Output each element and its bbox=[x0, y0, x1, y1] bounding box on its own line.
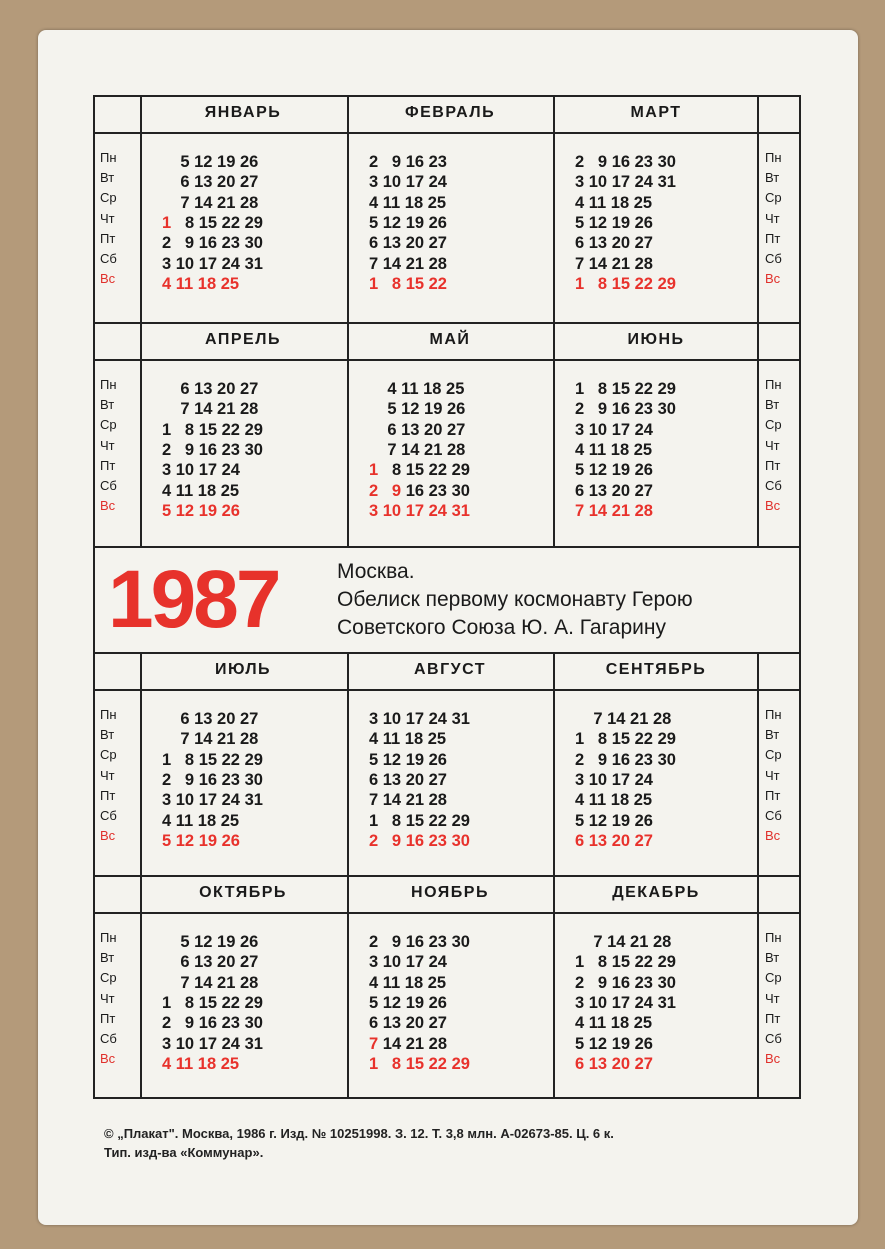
week-row: 4 11 18 25 bbox=[162, 481, 240, 500]
week-row: 4 11 18 25 bbox=[369, 193, 447, 212]
week-row: 7 14 21 28 bbox=[369, 1034, 447, 1053]
week-row: 7 14 21 28 bbox=[162, 973, 259, 992]
week-row: 6 13 20 27 bbox=[575, 481, 653, 500]
week-row: 3 10 17 24 bbox=[575, 420, 653, 439]
day-name: Сб bbox=[100, 1030, 117, 1046]
grid-line bbox=[93, 875, 801, 877]
week-row: 6 13 20 27 bbox=[162, 173, 259, 192]
week-row: 6 13 20 27 bbox=[369, 234, 447, 253]
day-name: Вс bbox=[100, 1051, 116, 1067]
week-row: 1 8 15 22 29 bbox=[575, 953, 676, 972]
day-name: Сб bbox=[765, 1030, 782, 1046]
imprint bbox=[104, 1124, 614, 1162]
day-name: Пт bbox=[100, 1010, 116, 1026]
week-row: 6 13 20 27 bbox=[162, 953, 259, 972]
week-row: 4 11 18 25 bbox=[369, 730, 447, 749]
day-name: Чт bbox=[765, 437, 780, 453]
day-name: Ср bbox=[765, 417, 782, 433]
week-row: 6 13 20 27 bbox=[369, 770, 447, 789]
day-name: Пт bbox=[100, 787, 116, 803]
week-row: 4 11 18 25 bbox=[369, 973, 447, 992]
week-row: 5 12 19 26 bbox=[575, 1034, 653, 1053]
grid-line bbox=[93, 322, 801, 324]
week-row: 5 12 19 26 bbox=[162, 153, 259, 171]
day-names-column bbox=[100, 148, 117, 289]
month-name: ФЕВРАЛЬ bbox=[404, 104, 496, 121]
photo-caption bbox=[337, 558, 693, 642]
day-name: Сб bbox=[765, 807, 782, 823]
day-name: Сб bbox=[765, 477, 782, 493]
day-name: Чт bbox=[765, 990, 780, 1006]
day-name: Пт bbox=[765, 787, 781, 803]
week-row: 2 9 16 23 30 bbox=[369, 933, 470, 951]
day-name: Вс bbox=[100, 498, 116, 514]
day-name: Пт bbox=[765, 1010, 781, 1026]
week-row: 1 8 15 22 29 bbox=[369, 1054, 470, 1073]
day-names-column bbox=[100, 928, 117, 1069]
caption-line: Обелиск первому космонавту Герою bbox=[337, 588, 693, 611]
month-name: ДЕКАБРЬ bbox=[612, 884, 700, 901]
week-row: 4 11 18 25 bbox=[162, 274, 240, 293]
caption-line: Москва. bbox=[337, 560, 415, 583]
week-row: 7 14 21 28 bbox=[369, 254, 447, 273]
month-name: АВГУСТ bbox=[413, 661, 487, 678]
week-row: 1 8 15 22 29 bbox=[575, 274, 676, 293]
week-row: 7 14 21 28 bbox=[369, 791, 447, 810]
week-row: 4 11 18 25 bbox=[575, 440, 653, 459]
week-row: 2 9 16 23 30 bbox=[162, 1014, 263, 1033]
day-name: Сб bbox=[100, 477, 117, 493]
holiday-date: 1 bbox=[162, 213, 172, 232]
week-row: 3 10 17 24 31 bbox=[162, 254, 263, 273]
day-name: Вт bbox=[765, 727, 780, 743]
day-name: Чт bbox=[765, 767, 780, 783]
week-row: 5 12 19 26 bbox=[369, 750, 447, 769]
week-row: 6 13 20 27 bbox=[162, 710, 259, 728]
week-row: 3 10 17 24 31 bbox=[575, 173, 676, 192]
week-row: 3 10 17 24 31 bbox=[575, 993, 676, 1012]
week-row: 1 8 15 22 29 bbox=[162, 213, 263, 232]
week-row: 7 14 21 28 bbox=[575, 933, 672, 951]
day-name: Вт bbox=[765, 170, 780, 186]
week-row: 2 9 16 23 30 bbox=[162, 440, 263, 459]
week-row: 2 9 16 23 30 bbox=[575, 973, 676, 992]
day-names-column bbox=[765, 148, 782, 289]
day-names-column bbox=[765, 928, 782, 1069]
day-name: Вт bbox=[765, 950, 780, 966]
day-name: Пн bbox=[765, 377, 782, 392]
week-row: 3 10 17 24 bbox=[369, 173, 447, 192]
year-label: 1987 bbox=[108, 554, 279, 645]
week-row: 5 12 19 26 bbox=[162, 831, 240, 850]
week-row: 3 10 17 24 31 bbox=[369, 501, 470, 520]
week-row: 3 10 17 24 bbox=[575, 770, 653, 789]
day-name: Пт bbox=[100, 457, 116, 473]
week-row: 6 13 20 27 bbox=[369, 420, 466, 439]
day-name: Вс bbox=[765, 828, 781, 844]
week-row: 6 13 20 27 bbox=[575, 1054, 653, 1073]
caption-line: Советского Союза Ю. А. Гагарину bbox=[337, 616, 666, 639]
day-name: Пн bbox=[100, 707, 117, 722]
day-name: Вс bbox=[765, 1051, 781, 1067]
week-row: 7 14 21 28 bbox=[162, 400, 259, 419]
grid-line bbox=[93, 689, 801, 691]
day-name: Ср bbox=[100, 190, 117, 206]
week-row: 3 10 17 24 31 bbox=[162, 1034, 263, 1053]
week-row: 2 9 16 23 30 bbox=[162, 234, 263, 253]
week-row: 2 9 16 23 30 bbox=[575, 153, 676, 171]
week-row: 3 10 17 24 31 bbox=[369, 710, 470, 728]
week-row: 1 8 15 22 29 bbox=[575, 380, 676, 398]
day-name: Вс bbox=[765, 498, 781, 514]
month-name: АПРЕЛЬ bbox=[205, 331, 281, 348]
day-name: Вт bbox=[765, 397, 780, 413]
week-row: 7 14 21 28 bbox=[162, 730, 259, 749]
week-row: 4 11 18 25 bbox=[369, 380, 465, 398]
week-row: 1 8 15 22 29 bbox=[162, 420, 263, 439]
grid-line bbox=[93, 652, 801, 654]
month-name: МАЙ bbox=[429, 331, 471, 348]
week-row: 6 13 20 27 bbox=[575, 234, 653, 253]
week-row: 3 10 17 24 bbox=[369, 953, 447, 972]
week-row: 1 8 15 22 29 bbox=[162, 750, 263, 769]
week-row: 1 8 15 22 bbox=[369, 274, 447, 293]
week-row: 5 12 19 26 bbox=[575, 461, 653, 480]
week-row: 2 9 16 23 30 bbox=[369, 831, 470, 850]
day-name: Пн bbox=[765, 930, 782, 945]
day-name: Чт bbox=[100, 767, 115, 783]
week-row: 1 8 15 22 29 bbox=[575, 730, 676, 749]
week-row: 6 13 20 27 bbox=[575, 831, 653, 850]
week-row: 7 14 21 28 bbox=[575, 254, 653, 273]
grid-line bbox=[93, 912, 801, 914]
week-row: 5 12 19 26 bbox=[369, 400, 466, 419]
week-row: 2 9 16 23 30 bbox=[369, 481, 470, 500]
week-row: 1 8 15 22 29 bbox=[369, 811, 470, 830]
day-name: Пт bbox=[765, 457, 781, 473]
day-name: Сб bbox=[765, 250, 782, 266]
day-names-column bbox=[100, 375, 117, 516]
imprint-line: © „Плакат". Москва, 1986 г. Изд. № 10251998. З. 12. Т. 3,8 млн. А-02673-85. Ц. 6 к. bbox=[104, 1126, 614, 1141]
week-row: 7 14 21 28 bbox=[575, 710, 672, 728]
holiday-date: 2 9 bbox=[369, 481, 402, 500]
week-row: 6 13 20 27 bbox=[369, 1014, 447, 1033]
day-name: Сб bbox=[100, 807, 117, 823]
day-names-column bbox=[100, 705, 117, 846]
day-name: Вт bbox=[100, 170, 115, 186]
week-row: 5 12 19 26 bbox=[575, 213, 653, 232]
week-row: 3 10 17 24 31 bbox=[162, 791, 263, 810]
holiday-date: 1 bbox=[369, 461, 379, 480]
grid-line bbox=[93, 132, 801, 134]
day-name: Вс bbox=[100, 271, 116, 287]
week-row: 4 11 18 25 bbox=[162, 811, 240, 830]
day-names-column bbox=[765, 375, 782, 516]
day-name: Пн bbox=[100, 150, 117, 165]
day-name: Чт bbox=[100, 437, 115, 453]
month-name: СЕНТЯБРЬ bbox=[605, 661, 707, 678]
day-name: Пн bbox=[100, 377, 117, 392]
week-row: 5 12 19 26 bbox=[369, 213, 447, 232]
holiday-date: 7 bbox=[369, 1034, 379, 1053]
day-name: Ср bbox=[765, 747, 782, 763]
week-row: 4 11 18 25 bbox=[575, 193, 653, 212]
day-name: Чт bbox=[100, 210, 115, 226]
week-row: 4 11 18 25 bbox=[575, 1014, 653, 1033]
week-row: 1 8 15 22 29 bbox=[369, 461, 470, 480]
day-name: Вс bbox=[100, 828, 116, 844]
week-row: 2 9 16 23 30 bbox=[162, 770, 263, 789]
week-row: 5 12 19 26 bbox=[162, 933, 259, 951]
week-row: 1 8 15 22 29 bbox=[162, 993, 263, 1012]
month-name: ИЮНЬ bbox=[627, 331, 685, 348]
day-name: Вс bbox=[765, 271, 781, 287]
day-name: Пт bbox=[765, 230, 781, 246]
month-name: ОКТЯБРЬ bbox=[199, 884, 287, 901]
week-row: 5 12 19 26 bbox=[162, 501, 240, 520]
month-name: НОЯБРЬ bbox=[411, 884, 489, 901]
day-name: Ср bbox=[100, 970, 117, 986]
month-name: ИЮЛЬ bbox=[214, 661, 272, 678]
week-row: 7 14 21 28 bbox=[162, 193, 259, 212]
week-row: 7 14 21 28 bbox=[575, 501, 653, 520]
month-name: МАРТ bbox=[630, 104, 682, 121]
week-row: 5 12 19 26 bbox=[369, 993, 447, 1012]
day-name: Ср bbox=[765, 190, 782, 206]
day-name: Ср bbox=[100, 747, 117, 763]
day-name: Вт bbox=[100, 727, 115, 743]
day-name: Ср bbox=[100, 417, 117, 433]
day-name: Чт bbox=[100, 990, 115, 1006]
day-names-column bbox=[765, 705, 782, 846]
day-name: Пн bbox=[765, 150, 782, 165]
day-name: Вт bbox=[100, 950, 115, 966]
week-row: 2 9 16 23 bbox=[369, 153, 447, 171]
week-row: 2 9 16 23 30 bbox=[575, 750, 676, 769]
week-row: 2 9 16 23 30 bbox=[575, 400, 676, 419]
month-name: ЯНВАРЬ bbox=[204, 104, 282, 121]
week-row: 6 13 20 27 bbox=[162, 380, 259, 398]
week-row: 4 11 18 25 bbox=[162, 1054, 240, 1073]
imprint-line: Тип. изд-ва «Коммунар». bbox=[104, 1145, 264, 1160]
day-name: Пн bbox=[765, 707, 782, 722]
day-name: Чт bbox=[765, 210, 780, 226]
day-name: Вт bbox=[100, 397, 115, 413]
day-name: Ср bbox=[765, 970, 782, 986]
week-row: 3 10 17 24 bbox=[162, 461, 240, 480]
grid-line bbox=[93, 359, 801, 361]
week-row: 7 14 21 28 bbox=[369, 440, 466, 459]
week-row: 5 12 19 26 bbox=[575, 811, 653, 830]
day-name: Пн bbox=[100, 930, 117, 945]
week-row: 4 11 18 25 bbox=[575, 791, 653, 810]
day-name: Сб bbox=[100, 250, 117, 266]
day-name: Пт bbox=[100, 230, 116, 246]
